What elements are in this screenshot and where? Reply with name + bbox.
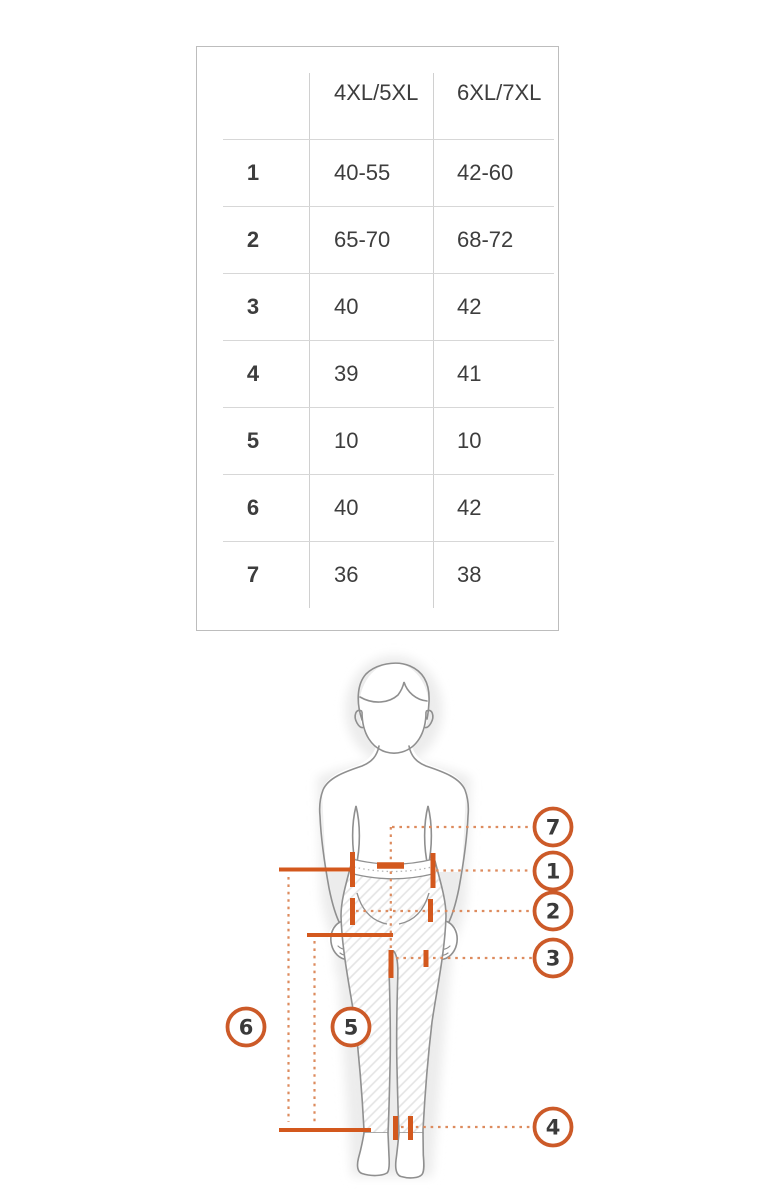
table-cell: 41 [457, 360, 482, 386]
table-cell: 65-70 [334, 226, 391, 252]
table-cell: 5 [246, 427, 260, 453]
svg-text:7: 7 [545, 815, 561, 840]
svg-text:1: 1 [545, 859, 561, 884]
table-cell: 10 [334, 427, 359, 453]
table-cell: 42 [457, 293, 482, 319]
table-row [197, 273, 558, 340]
callout-5 [333, 1009, 370, 1046]
armpit-right [425, 806, 432, 867]
table-cell: 6 [246, 494, 260, 520]
svg-text:4: 4 [545, 1115, 561, 1140]
callout-6 [228, 1009, 265, 1046]
callout-3 [535, 940, 572, 977]
table-cell: 39 [334, 360, 359, 386]
table-row [197, 474, 558, 541]
callout-2 [535, 893, 572, 930]
measurement-figure [190, 640, 580, 1200]
size-chart-table [196, 46, 559, 631]
table-cell: 68-72 [457, 226, 514, 252]
table-cell: 3 [246, 293, 260, 319]
callout-4 [535, 1109, 572, 1146]
table-cell: 40 [334, 293, 359, 319]
table-header-cell: 6XL/7XL [457, 80, 542, 105]
table-cell: 7 [246, 561, 260, 587]
table-cell: 10 [457, 427, 482, 453]
table-row [197, 340, 558, 407]
body-measurement-diagram [190, 640, 580, 1200]
table-header-cell: 4XL/5XL [334, 80, 419, 105]
table-row [197, 139, 558, 206]
size-table-rows [197, 139, 558, 608]
table-cell: 2 [246, 226, 260, 252]
table-row [197, 407, 558, 474]
table-cell: 42-60 [457, 159, 514, 185]
table-row [197, 541, 558, 608]
svg-text:3: 3 [545, 946, 561, 971]
table-cell: 40-55 [334, 159, 391, 185]
table-row [197, 206, 558, 273]
callout-7 [535, 809, 572, 846]
table-cell: 1 [246, 159, 260, 185]
svg-text:6: 6 [238, 1015, 254, 1040]
foot-left [358, 1133, 390, 1176]
table-cell: 42 [457, 494, 482, 520]
table-header-row [197, 47, 558, 139]
table-cell: 36 [334, 561, 359, 587]
table-cell: 38 [457, 561, 482, 587]
table-cell: 4 [246, 360, 260, 386]
table-cell: 40 [334, 494, 359, 520]
svg-text:5: 5 [343, 1015, 359, 1040]
callout-1 [535, 853, 572, 890]
svg-text:2: 2 [545, 899, 561, 924]
